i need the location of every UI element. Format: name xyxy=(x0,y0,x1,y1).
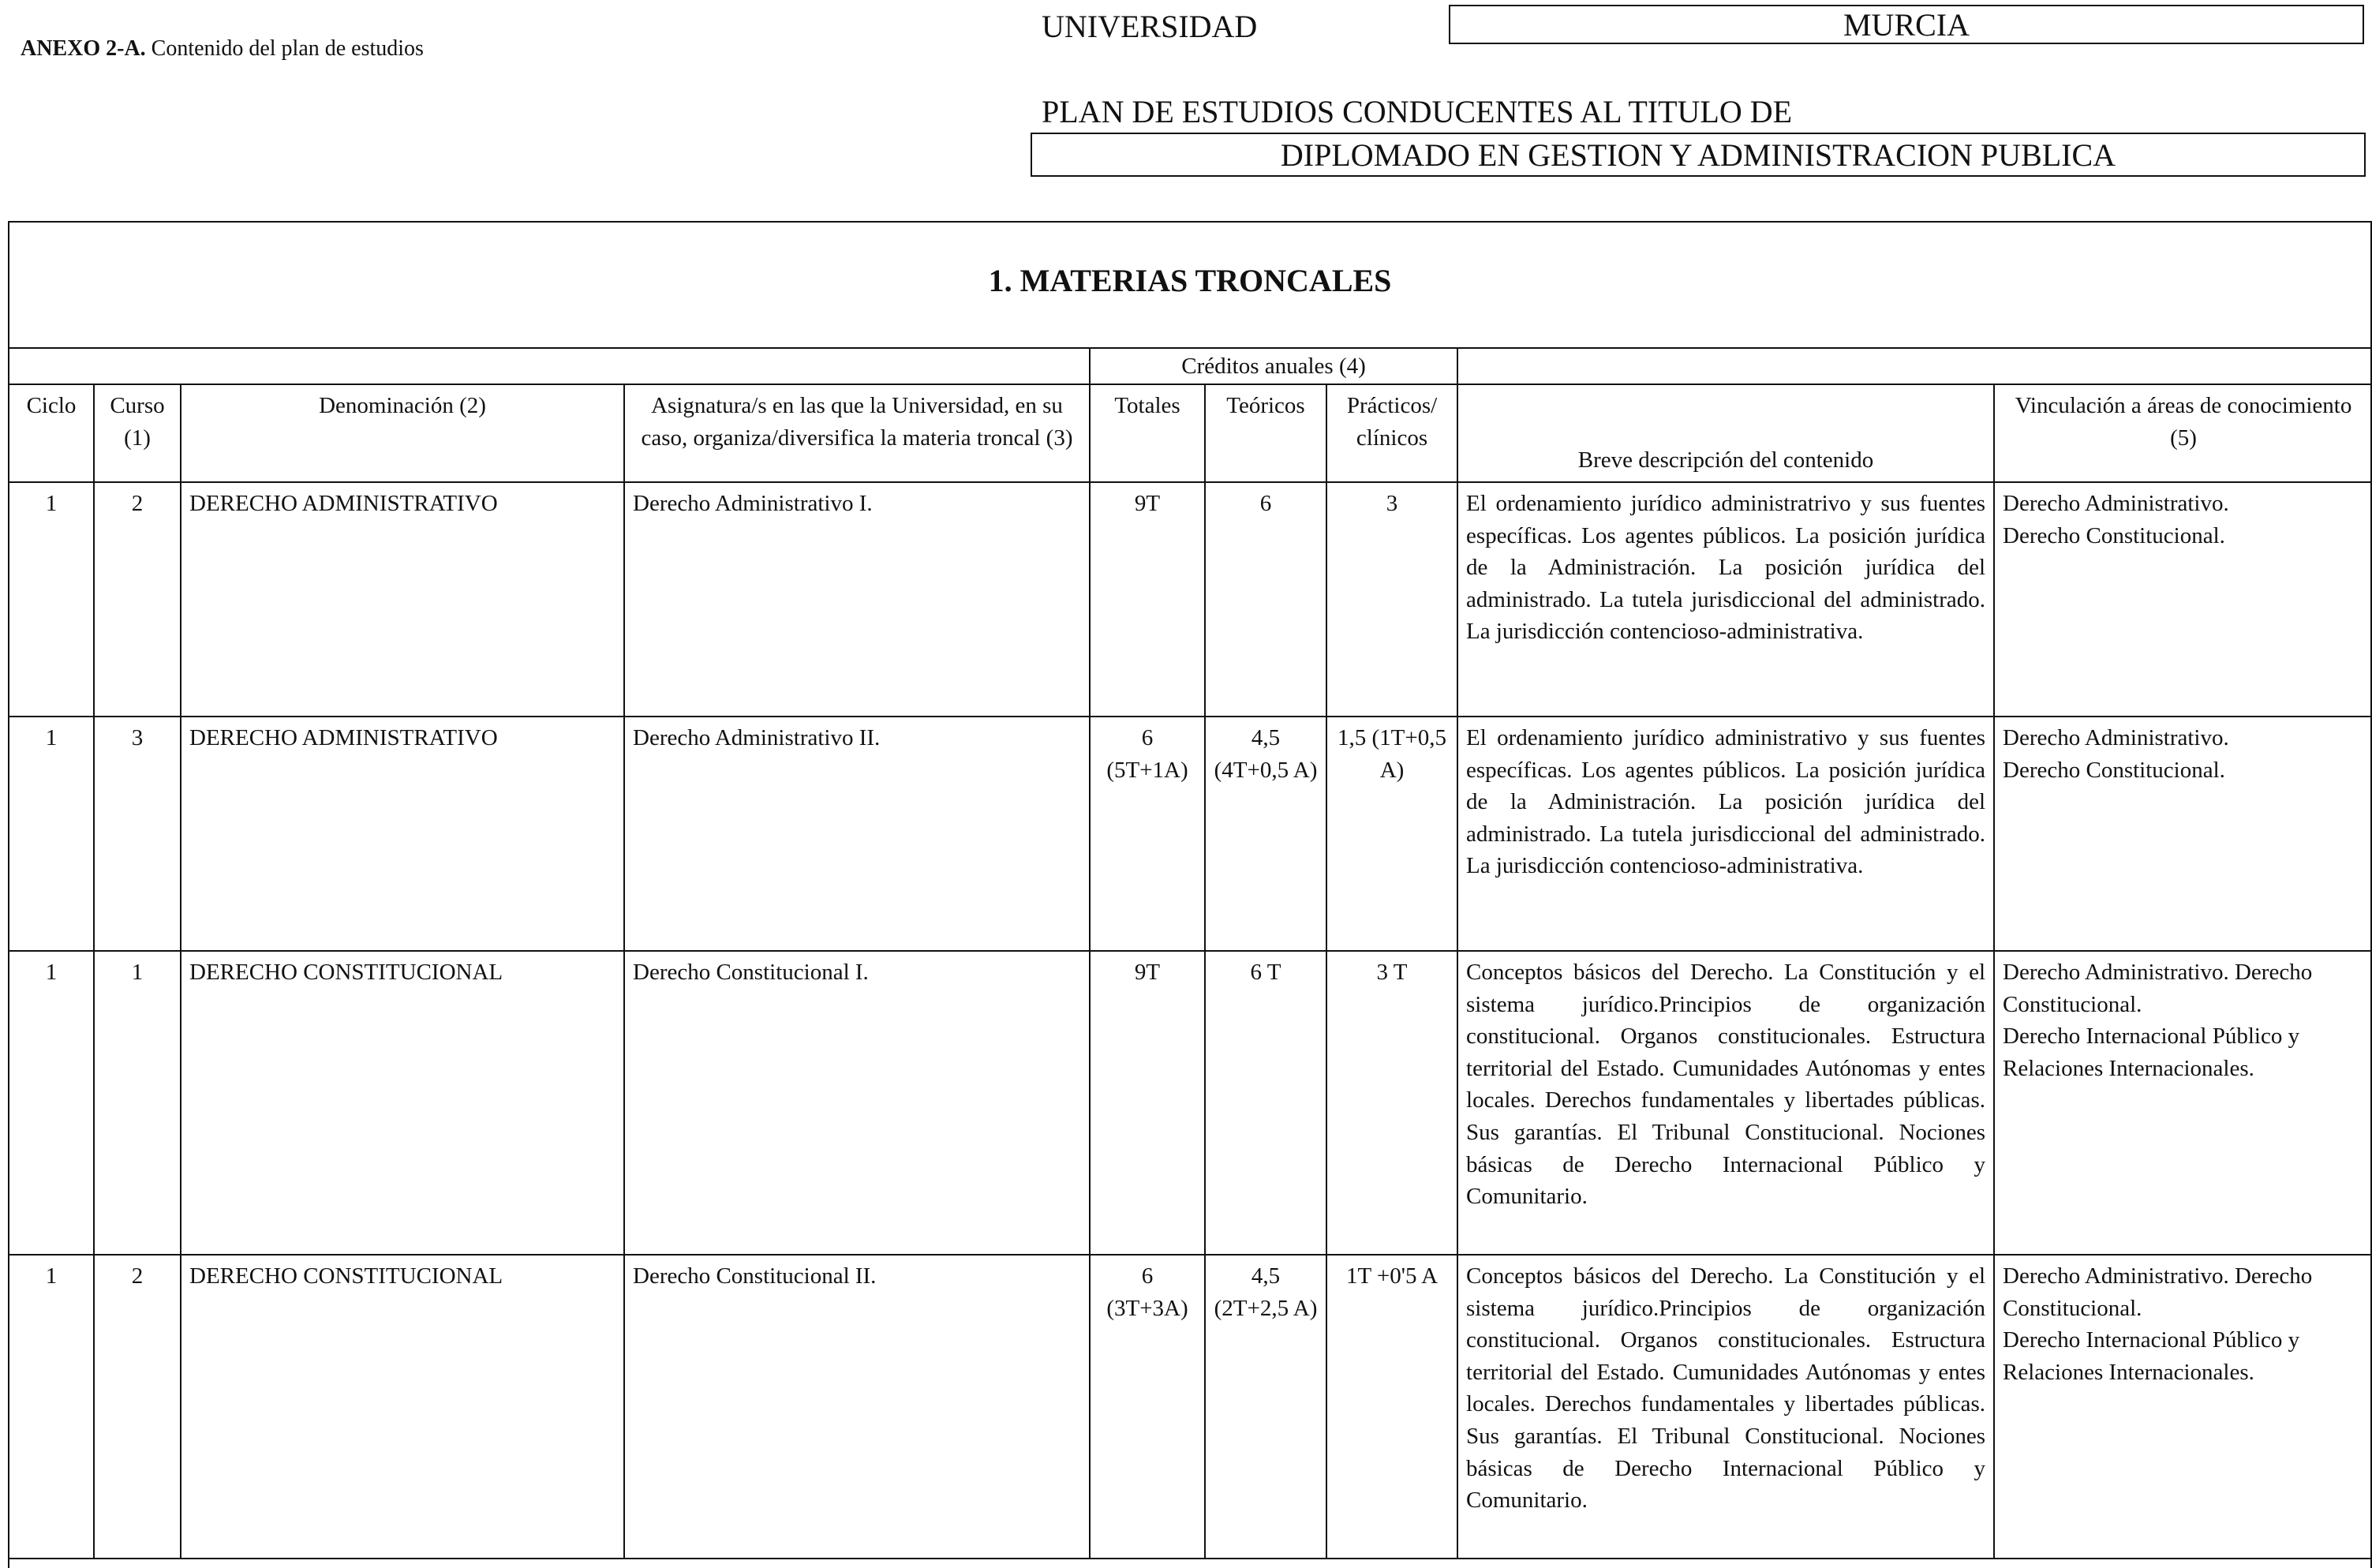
cell-ciclo: 1 xyxy=(9,1255,94,1559)
table-row xyxy=(9,951,2372,1255)
cell-denominacion: DERECHO ADMINISTRATIVO xyxy=(181,482,624,717)
cell-asignatura: Derecho Administrativo I. xyxy=(624,482,1090,717)
cell-totales: 9T xyxy=(1090,951,1205,1255)
col-vinculacion: Vinculación a áreas de conocimiento (5) xyxy=(1994,384,2372,482)
cell-asignatura: Derecho Administrativo II. xyxy=(624,717,1090,951)
cell-practicos: 1T +0'5 A xyxy=(1326,1255,1457,1559)
col-curso: Curso (1) xyxy=(94,384,181,482)
section-title: 1. MATERIAS TRONCALES xyxy=(988,263,1392,298)
cell-practicos: 3 T xyxy=(1326,951,1457,1255)
col-denominacion: Denominación (2) xyxy=(181,384,624,482)
credits-header: Créditos anuales (4) xyxy=(1090,348,1457,384)
plan-value-box xyxy=(1031,133,2366,177)
annex-title: Contenido del plan de estudios xyxy=(151,36,424,61)
cell-vinculacion: Derecho Administrativo. Derecho Constitucional. Derecho Internacional Público y Relaciones Internacionales. xyxy=(1994,1255,2372,1559)
cell-vinculacion: Derecho Administrativo. Derecho Constitucional. Derecho Internacional Público y Relaciones Internacionales. xyxy=(1994,951,2372,1255)
table-row xyxy=(9,717,2372,951)
column-header-row xyxy=(9,384,2372,482)
col-totales: Totales xyxy=(1090,384,1205,482)
cell-practicos: 3 xyxy=(1326,482,1457,717)
cell-descripcion: El ordenamiento jurídico administratrivo y sus fuentes específicas. Los agentes públicos. La posición jurídica de la Administración. La posición jurídica del administrado. La tutela jurisdiccional del administrado. La jurisdicción contencioso-administrativa. xyxy=(1457,482,1994,717)
annex-heading xyxy=(21,36,424,62)
col-asignatura: Asignatura/s en las que la Universidad, en su caso, organiza/diversifica la materia troncal (3) xyxy=(624,384,1090,482)
col-ciclo: Ciclo xyxy=(9,384,94,482)
col-practicos: Prácticos/ clínicos xyxy=(1326,384,1457,482)
table-row xyxy=(9,1255,2372,1559)
cell-denominacion: DERECHO CONSTITUCIONAL xyxy=(181,951,624,1255)
credits-header-row xyxy=(9,348,2372,384)
cell-curso: 1 xyxy=(94,951,181,1255)
cell-descripcion: Conceptos básicos del Derecho. La Constitución y el sistema jurídico.Principios de organización constitucional. Organos constitucionales. Estructura territorial del Estado. Cumunidades Autónomas y entes locales. Derechos fundamentales y libertades públicas. Sus garantías. El Tribunal Constitucional. Nociones básicas de Derecho Internacional Público y Comunitario. xyxy=(1457,1255,1994,1559)
cell-descripcion: El ordenamiento jurídico administrativo y sus fuentes específicas. Los agentes públicos. La posición jurídica de la Administración. La posición jurídica del administrado. La tutela jurisdiccional del administrado. La jurisdicción contencioso-administrativa. xyxy=(1457,717,1994,951)
header-spacer-right xyxy=(1457,348,2372,384)
university-value: MURCIA xyxy=(1843,6,1970,43)
table-row xyxy=(9,482,2372,717)
cell-asignatura: Derecho Constitucional II. xyxy=(624,1255,1090,1559)
cell-curso: 2 xyxy=(94,1255,181,1559)
cell-asignatura: Derecho Constitucional I. xyxy=(624,951,1090,1255)
university-value-box xyxy=(1449,5,2364,44)
cell-curso: 3 xyxy=(94,717,181,951)
cell-curso: 2 xyxy=(94,482,181,717)
cell-teoricos: 6 xyxy=(1205,482,1326,717)
cell-totales: 6 (3T+3A) xyxy=(1090,1255,1205,1559)
cell-ciclo: 1 xyxy=(9,717,94,951)
cell-teoricos: 6 T xyxy=(1205,951,1326,1255)
cell-ciclo: 1 xyxy=(9,951,94,1255)
plan-label: PLAN DE ESTUDIOS CONDUCENTES AL TITULO DE xyxy=(1042,94,1793,129)
cell-descripcion: Conceptos básicos del Derecho. La Constitución y el sistema jurídico.Principios de organización constitucional. Organos constitucionales. Estructura territorial del Estado. Cumunidades Autónomas y entes locales. Derechos fundamentales y libertades públicas. Sus garantías. El Tribunal Constitucional. Nociones básicas de Derecho Internacional Público y Comunitario. xyxy=(1457,951,1994,1255)
annex-number: ANEXO 2-A. xyxy=(21,36,146,61)
university-label: UNIVERSIDAD xyxy=(1042,9,1258,44)
cell-totales: 9T xyxy=(1090,482,1205,717)
cell-teoricos: 4,5 (2T+2,5 A) xyxy=(1205,1255,1326,1559)
col-teoricos: Teóricos xyxy=(1205,384,1326,482)
materias-table xyxy=(8,347,2372,1559)
cell-teoricos: 4,5 (4T+0,5 A) xyxy=(1205,717,1326,951)
cell-vinculacion: Derecho Administrativo. Derecho Constitucional. xyxy=(1994,717,2372,951)
cell-denominacion: DERECHO ADMINISTRATIVO xyxy=(181,717,624,951)
cell-denominacion: DERECHO CONSTITUCIONAL xyxy=(181,1255,624,1559)
col-descripcion: Breve descripción del contenido xyxy=(1457,384,1994,482)
cell-vinculacion: Derecho Administrativo. Derecho Constitucional. xyxy=(1994,482,2372,717)
cell-ciclo: 1 xyxy=(9,482,94,717)
cell-totales: 6 (5T+1A) xyxy=(1090,717,1205,951)
plan-value: DIPLOMADO EN GESTION Y ADMINISTRACION PUBLICA xyxy=(1280,137,2116,173)
header-spacer-left xyxy=(9,348,1090,384)
cell-practicos: 1,5 (1T+0,5 A) xyxy=(1326,717,1457,951)
